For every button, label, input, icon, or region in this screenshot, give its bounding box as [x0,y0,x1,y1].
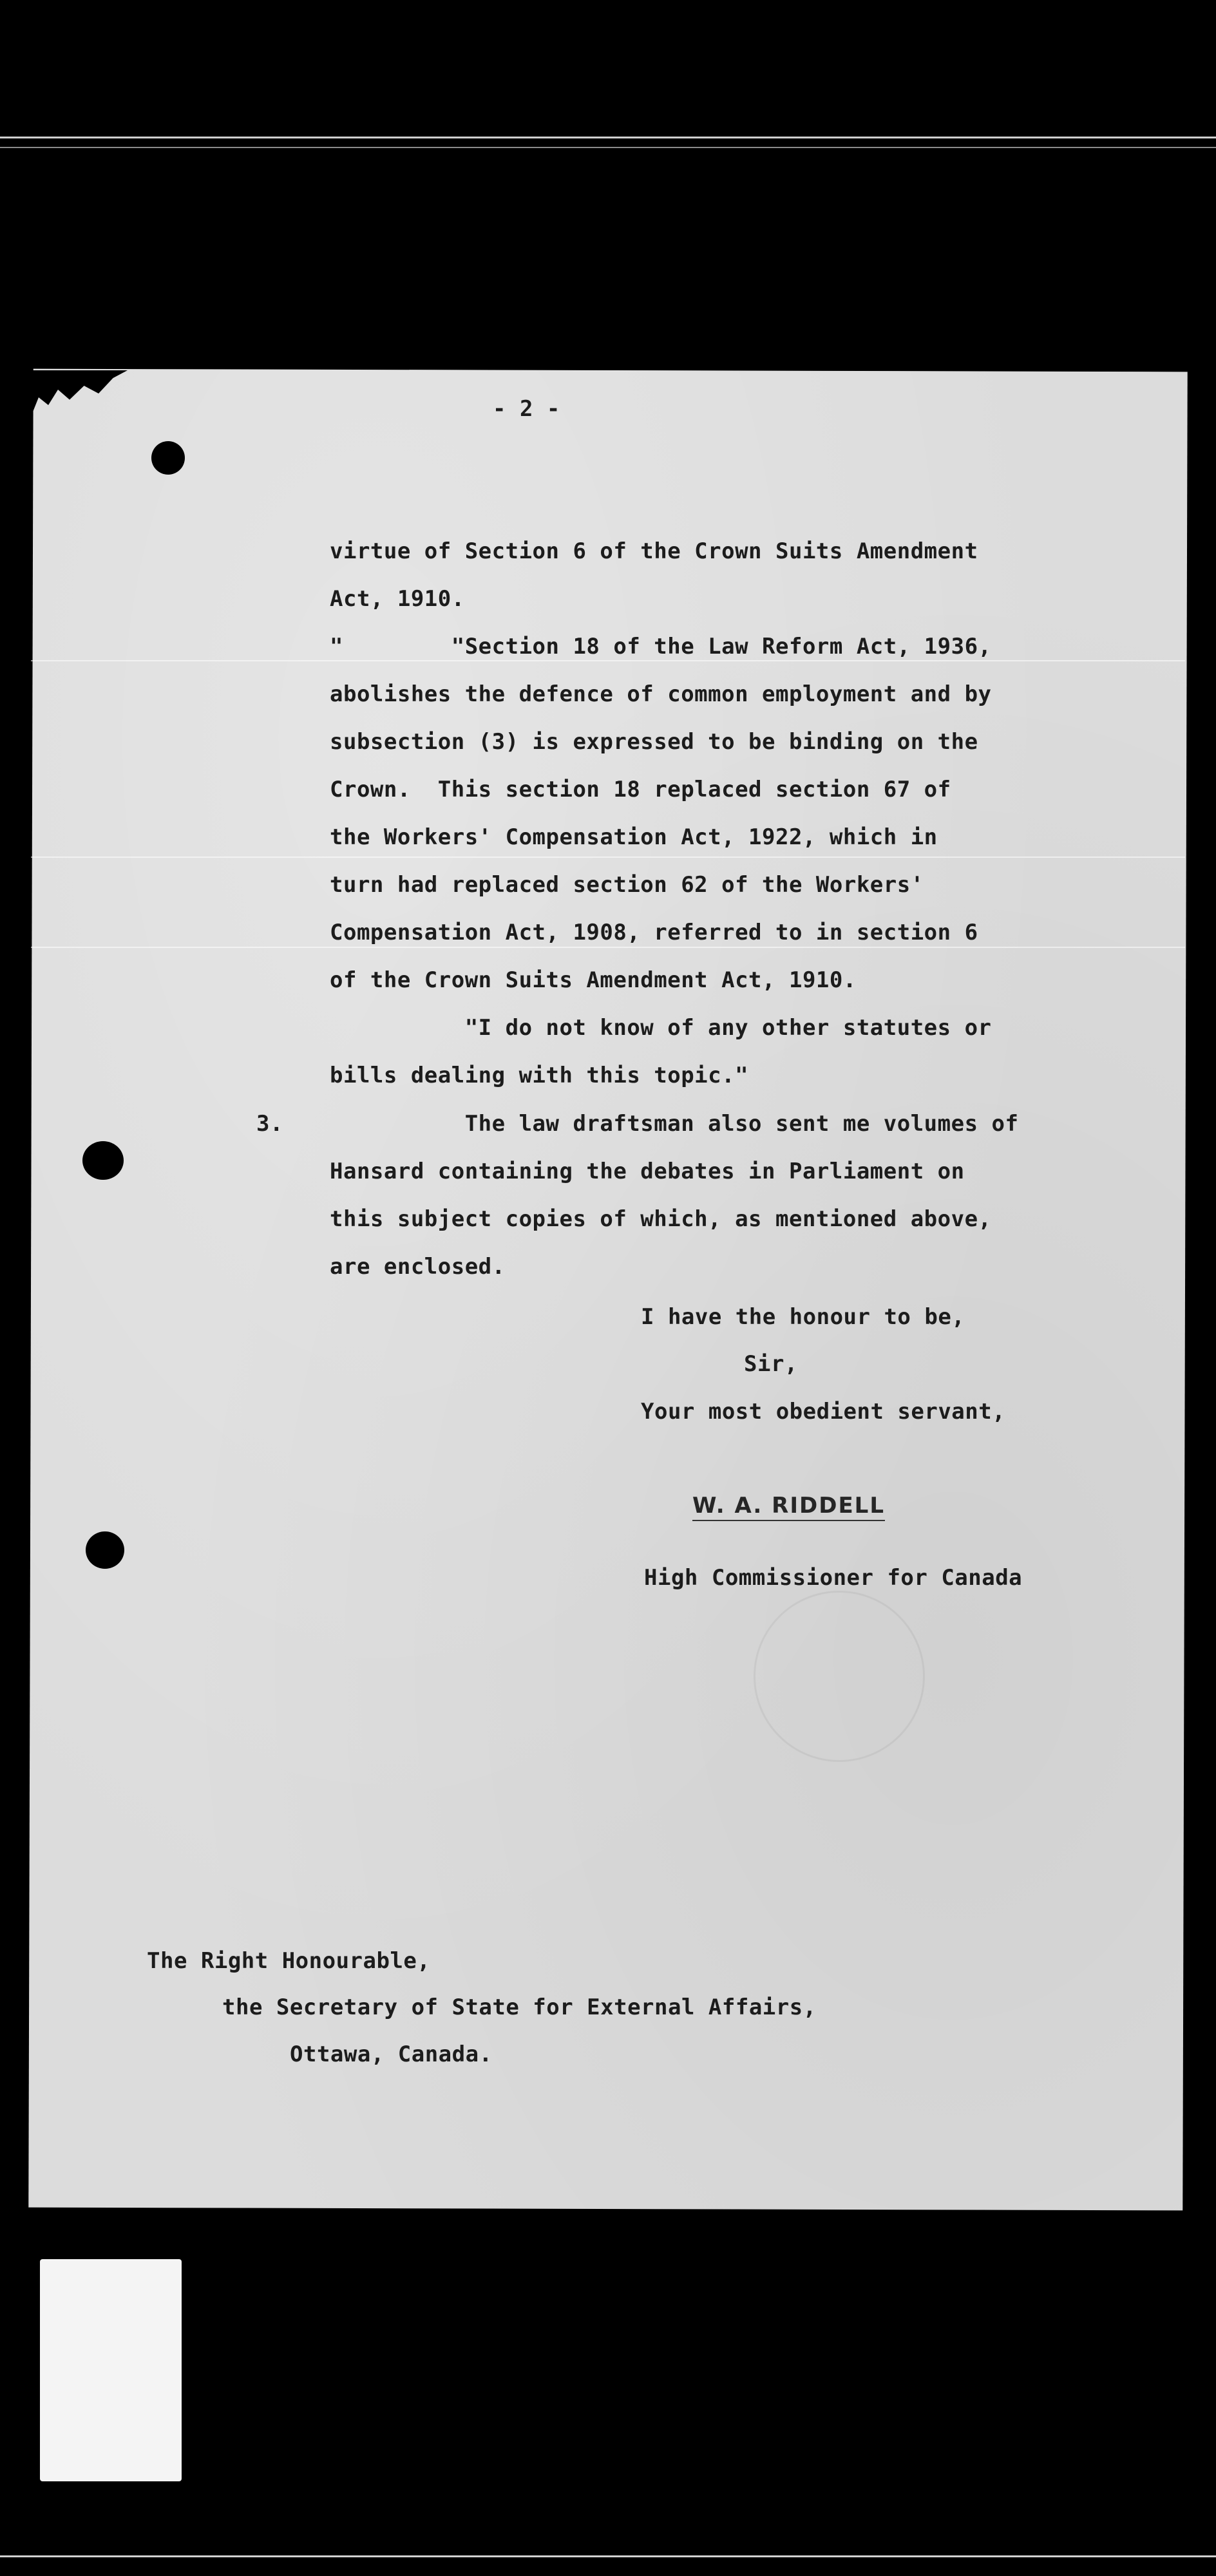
punch-hole [82,1141,124,1180]
addressee-line: The Right Honourable, [147,1948,431,1974]
body-line: subsection (3) is expressed to be binding on the [330,729,978,755]
punch-hole [151,441,185,475]
body-line: "I do not know of any other statutes or [330,1015,992,1041]
white-card [40,2259,182,2481]
body-line: " "Section 18 of the Law Reform Act, 1936, [330,634,992,659]
fold-line [31,947,1185,948]
faint-stamp [754,1591,925,1762]
body-line: bills dealing with this topic." [330,1063,749,1088]
body-line: Crown. This section 18 replaced section 67 of [330,777,951,802]
body-line: Hansard containing the debates in Parliament on [330,1159,965,1184]
paragraph-number: 3. [256,1111,283,1137]
scan-border-top [0,137,1216,138]
body-line: of the Crown Suits Amendment Act, 1910. [330,967,857,993]
body-line: turn had replaced section 62 of the Workers' [330,872,924,898]
scan-border-bottom [0,2555,1216,2557]
closing-salutation: Sir, [744,1351,798,1377]
body-line: Act, 1910. [330,586,465,612]
scan-border-top-inner [0,147,1216,148]
closing-line: Your most obedient servant, [641,1399,1006,1425]
signature: W. A. RIDDELL [692,1493,885,1521]
body-line: virtue of Section 6 of the Crown Suits Amendment [330,538,978,564]
addressee-line: Ottawa, Canada. [290,2041,493,2067]
closing-line: I have the honour to be, [641,1304,965,1330]
punch-hole [86,1531,124,1569]
fold-line [31,857,1185,858]
body-line: Compensation Act, 1908, referred to in section 6 [330,920,978,945]
fold-line [31,660,1185,661]
signer-title: High Commissioner for Canada [644,1565,1023,1591]
addressee-line: the Secretary of State for External Affairs, [222,1994,817,2020]
body-line: the Workers' Compensation Act, 1922, which in [330,824,938,850]
body-line: this subject copies of which, as mentioned above, [330,1206,992,1232]
page-number: - 2 - [493,396,560,422]
body-line: abolishes the defence of common employment and by [330,681,992,707]
body-line: are enclosed. [330,1254,506,1280]
body-line: The law draftsman also sent me volumes of [330,1111,1019,1137]
